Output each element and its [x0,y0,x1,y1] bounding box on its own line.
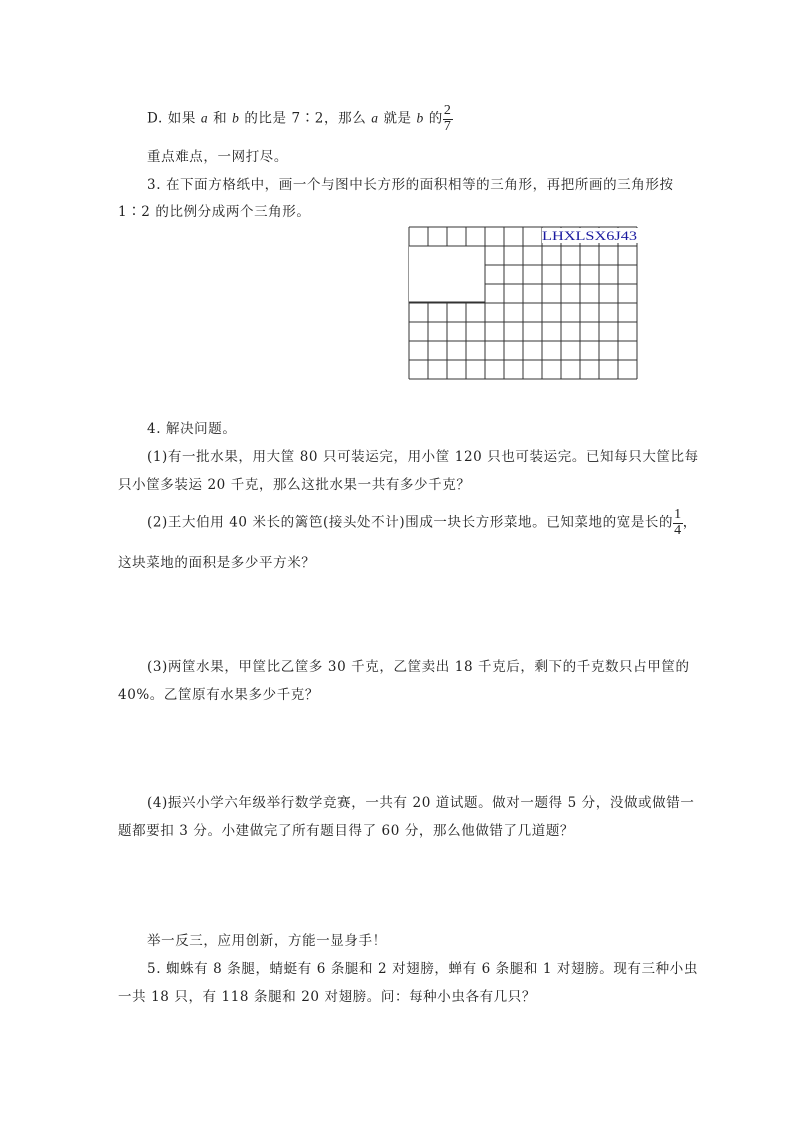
grid-paper [408,226,640,382]
option-d [147,104,453,134]
option-d-prefix: D. 如果 [147,110,201,127]
var-a-2: a [371,110,379,126]
fraction-one-quarter [673,508,683,538]
q3-line1: 3. 在下面方格纸中，画一个与图中长方形的面积相等的三角形，再把所画的三角形按 [147,177,674,193]
q3-line2: 1∶2 的比例分成两个三角形。 [118,204,311,220]
q4-part1-line2: 只小筐多装运 20 千克，那么这批水果一共有多少千克？ [118,477,471,493]
option-d-and: 和 [208,110,233,127]
grid-stamp: LHXLSX6J43 [542,228,637,243]
frac-den: 7 [443,118,452,134]
section-apply: 举一反三，应用创新，方能一显身手！ [147,933,387,949]
q4-part2-line1 [147,508,697,538]
frac-num: 2 [443,103,452,118]
section-key-points: 重点难点，一网打尽。 [147,149,288,165]
given-rectangle [409,246,485,302]
q4-title: 4. 解决问题。 [147,421,237,437]
option-d-mid: 就是 [378,110,417,127]
q5-line2: 一共 18 只，有 118 条腿和 20 对翅膀。问：每种小虫各有几只？ [118,989,536,1005]
q5-line1: 5. 蜘蛛有 8 条腿，蜻蜓有 6 条腿和 2 对翅膀，蝉有 6 条腿和 1 对翅膀。现有三种小虫 [147,961,698,977]
var-b-2: b [416,110,424,126]
option-d-suffix: 的 [423,110,443,127]
q4-part3-line2: 40%。乙筐原有水果多少千克？ [118,687,320,703]
q4-part2-line2: 这块菜地的面积是多少平方米？ [118,555,316,571]
frac-den: 4 [674,522,682,538]
q4-part3-line1: (3)两筐水果，甲筐比乙筐多 30 千克，乙筐卖出 18 千克后，剩下的千克数只占甲筐的 [147,659,690,675]
option-d-ratio: 的比是 7∶2，那么 [239,110,372,127]
q4-part4-line2: 题都要扣 3 分。小建做完了所有题目得了 60 分，那么他做错了几道题？ [118,823,575,839]
var-a: a [200,110,209,126]
q4-part4-line1: (4)振兴小学六年级举行数学竞赛，一共有 20 道试题。做对一题得 5 分，没做或做错一 [147,795,695,811]
var-b: b [232,110,240,126]
fraction-two-sevenths [443,104,453,134]
q4-part2-comma: ， [682,514,697,531]
q4-part2-text: (2)王大伯用 40 米长的篱笆(接头处不计)围成一块长方形菜地。已知菜地的宽是长的 [147,514,674,531]
q4-part1-line1: (1)有一批水果，用大筐 80 只可装运完，用小筐 120 只也可装运完。已知每只大筐比每 [147,449,699,465]
frac-num: 1 [674,507,682,522]
